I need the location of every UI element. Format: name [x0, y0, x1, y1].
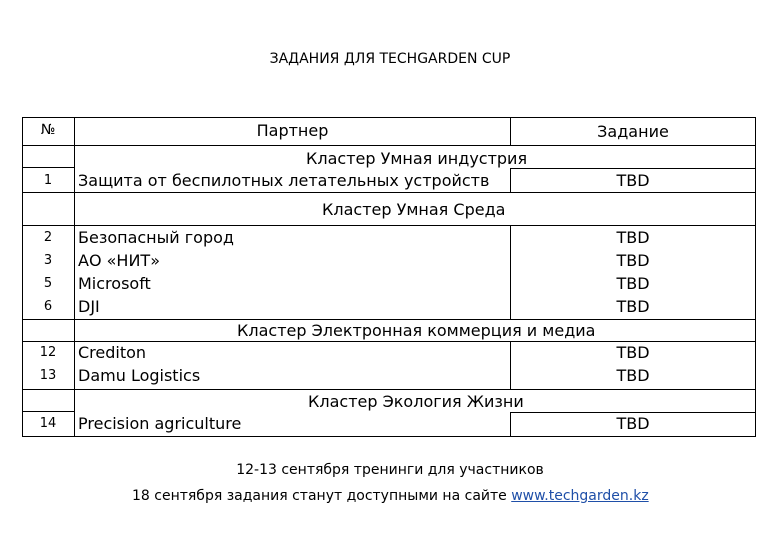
cluster-ecology-life: Кластер Экология Жизни — [308, 392, 524, 411]
row-num: 5 — [43, 276, 53, 291]
row-task: TBD — [616, 274, 650, 293]
row-num: 13 — [39, 368, 57, 383]
row-task: TBD — [616, 251, 650, 270]
cluster-ecommerce-media: Кластер Электронная коммерция и медиа — [237, 321, 596, 340]
row-task: TBD — [616, 228, 650, 247]
website-link[interactable]: www.techgarden.kz — [511, 488, 649, 504]
cluster-smart-industry: Кластер Умная индустрия — [306, 149, 528, 168]
footer-trainings: 12-13 сентября тренинги для участников — [236, 462, 544, 478]
row-num: 12 — [39, 345, 57, 360]
row-num: 6 — [43, 299, 53, 314]
row-partner: DJI — [78, 297, 100, 316]
row-task: TBD — [616, 414, 650, 433]
row-num: 3 — [43, 253, 53, 268]
row-partner: Damu Logistics — [78, 366, 201, 385]
header-task: Задание — [597, 122, 669, 141]
row-task: TBD — [616, 297, 650, 316]
row-task: TBD — [616, 366, 650, 385]
row-partner: Precision agriculture — [78, 414, 242, 433]
row-num: 1 — [43, 173, 53, 188]
row-partner: Защита от беспилотных летательных устройств — [78, 171, 490, 190]
footer-availability — [132, 487, 649, 505]
row-num: 2 — [43, 230, 53, 245]
page-title: ЗАДАНИЯ ДЛЯ TECHGARDEN CUP — [269, 51, 511, 67]
row-partner: Безопасный город — [78, 228, 234, 247]
header-partner: Партнер — [256, 121, 329, 140]
row-partner: Microsoft — [78, 274, 151, 293]
row-partner: АО «НИТ» — [78, 251, 160, 270]
row-partner: Crediton — [78, 343, 147, 362]
row-task: TBD — [616, 171, 650, 190]
footer-availability-text: 18 сентября задания станут доступными на сайте — [132, 488, 512, 504]
row-task: TBD — [616, 343, 650, 362]
header-num: № — [40, 122, 56, 138]
cluster-smart-environment: Кластер Умная Среда — [322, 200, 506, 219]
row-num: 14 — [39, 416, 57, 431]
